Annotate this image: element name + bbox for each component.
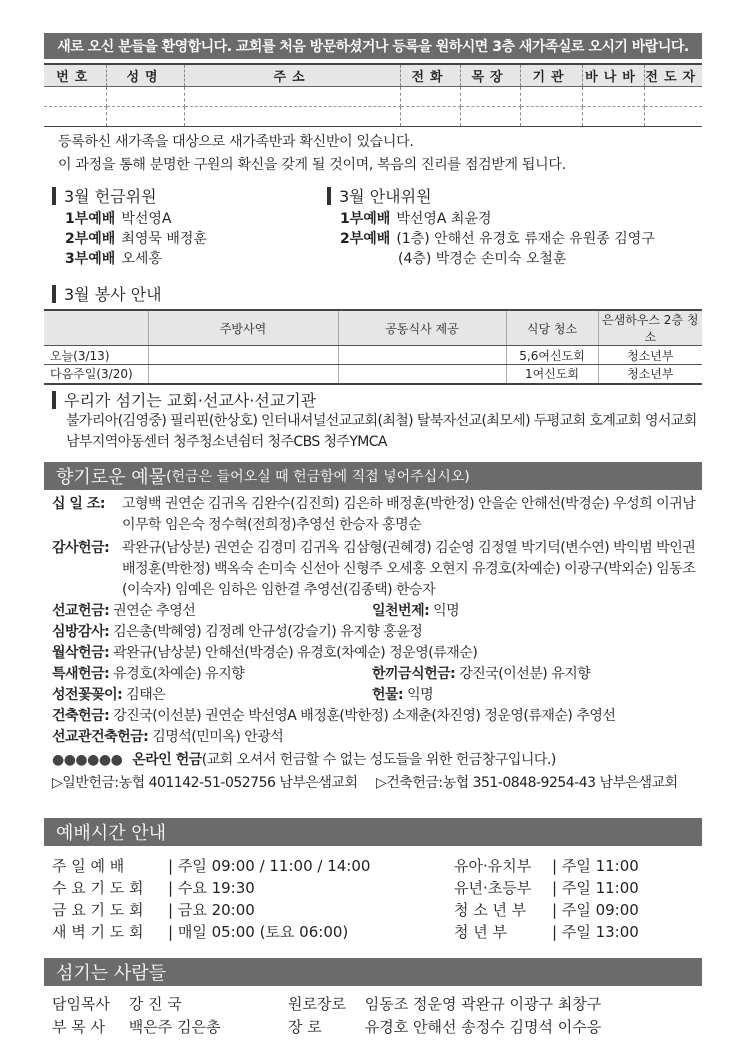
offering-header: 향기로운 예물 (헌금은 들어오실 때 헌금함에 직접 넣어주십시오) xyxy=(44,462,702,490)
service-guide-title: 3월 봉사 안내 xyxy=(52,282,162,305)
intro-line-1: 등록하신 새가족을 대상으로 새가족반과 확신반이 있습니다. xyxy=(58,134,414,150)
list-item: 1부예배 박선영A 최윤경 xyxy=(340,211,492,227)
col-dining-clean: 식당 청소 xyxy=(506,310,598,346)
table-row[interactable] xyxy=(44,106,702,126)
welcome-banner: 새로 오신 분들을 환영합니다. 교회를 처음 방문하셨거나 등록을 원하시면 3층 새가족실로 오시기 바랍니다. xyxy=(44,33,702,59)
servants-header: 섬기는 사람들 xyxy=(44,958,702,986)
table-row: 다음주일(3/20) 1여신도회 청소년부 xyxy=(44,365,702,384)
col-name: 성명 xyxy=(106,64,184,86)
missions-list: 불가리아(김영중) 필리핀(한상호) 인터내셔널선교교회(최철) 탈북자선교(최모세) 두평교회 호계교회 영서교회 남부지역아동센터 청주청소년쉼터 청주CBS 청주YMCA xyxy=(66,413,697,450)
col-evangelist: 전도자 xyxy=(644,64,702,86)
online-dots: ●●●●●● xyxy=(52,752,123,768)
col-org: 기관 xyxy=(520,64,582,86)
servants-list: 담임목사 강 진 국 원로장로 임동조 정운영 곽완규 이광구 최창구 부 목 사 백은주 김은총 장 로 유경호 안해선 송정수 김명석 이수응 xyxy=(52,995,602,1036)
col-house-clean: 은샘하우스 2층 청소 xyxy=(598,310,702,346)
list-item: 3부예배 오세홍 xyxy=(65,251,162,267)
account-building: ▷건축헌금:농협 351-0848-9254-43 남부은샘교회 xyxy=(376,775,678,791)
intro-line-2: 이 과정을 통해 분명한 구원의 확신을 갖게 될 것이며, 복음의 진리를 점검받게 됩니다. xyxy=(58,157,566,173)
guide-committee-title: 3월 안내위원 xyxy=(327,184,655,207)
table-row[interactable] xyxy=(44,86,702,106)
worship-times: 주 일 예 배 | 주일 09:00 / 11:00 / 14:00 유아·유치부 | 주일 11:00 수 요 기 도 회 | 수요 19:30 유년·초등부 | 주일 11:00 금 요 기 도 회 | 금요 20:00 청 소 년 부 | 주일 09:00 새 벽 기 도 회 | 매일 05:00 (토요 06:00) 청 년 부 | 주일 13:00 xyxy=(52,857,639,941)
missions-title: 우리가 섬기는 교회·선교사·선교기관 xyxy=(52,388,316,411)
cash-committee xyxy=(52,184,207,269)
guide-committee xyxy=(327,184,655,269)
list-item: 2부예배 (1층) 안해선 유경호 류재순 유원종 김영구 xyxy=(340,231,655,247)
list-item: 2부예배 최영묵 배정훈 xyxy=(65,231,207,247)
service-table xyxy=(44,309,702,385)
registration-table xyxy=(44,63,702,127)
col-address: 주소 xyxy=(184,64,400,86)
cash-committee-title: 3월 헌금위원 xyxy=(52,184,207,207)
account-general: ▷일반헌금:농협 401142-51-052756 남부은샘교회 xyxy=(52,775,358,791)
col-phone: 전화 xyxy=(400,64,460,86)
list-item: (4층) 박경순 손미숙 오철훈 xyxy=(398,251,567,267)
col-barnabas: 바나바 xyxy=(582,64,644,86)
table-row: 오늘(3/13) 5,6여신도회 청소년부 xyxy=(44,346,702,365)
col-kitchen: 주방사역 xyxy=(148,310,338,346)
worship-header: 예배시간 안내 xyxy=(44,818,702,846)
col-meal: 공동식사 제공 xyxy=(338,310,506,346)
list-item: 1부예배 박선영A xyxy=(65,211,172,227)
col-group: 목장 xyxy=(460,64,520,86)
col-number: 번호 xyxy=(44,64,106,86)
offering-list: 십 일 조: 고형백 권연순 김귀옥 김완수(김진희) 김은하 배정훈(박한정) 안을순 안해선(박경순) 우성희 이귀남 이무학 임은숙 정수혁(전희정)추영선 한승자 홍명순 감사헌금: 곽완규(남상분) 권연순 김경미 김귀옥 김삼형(권혜경) 김순영 김정열 박기덕(변수연) 박익범 박인권 배정훈(박한정) 백옥숙 손미숙 신선아 신형주 오세홍 오현지 유경호(차예순) 이광구(박외순) 임동조 (이숙자) 임예은 임하은 임한결 추영선(김종택) 한승자 선교헌금: 권연순 추영선 일천번제: 익명 심방감사: 김은총(박혜영) 김정례 안규성(강슬기) 유지향 홍윤정 월삭헌금: 곽완규(남상분) 안해선(박경순) 유경호(차예순) 정운영(류재순) 특새헌금: 유경호(차예순) 유지향 한끼금식헌금: 강진국(이선분) 유지향 성전꽃꽂이: 김태은 헌물: 익명 건축헌금: 강진국(이선분) 권연순 박선영A 배정훈(박한정) 소재춘(차진영) 정운영(류재순) 추영선 선교관건축헌금: 김명석(민미옥) 안광석 ●●●●●● 온라인 헌금(교회 오셔서 헌금할 수 없는 성도들을 위한 헌금창구입니다.) ▷일반헌금:농협 401142-51-052756 남부은샘교회 ▷건축헌금:농협 351-0848-9254-43 남부은샘교회 xyxy=(52,494,702,794)
